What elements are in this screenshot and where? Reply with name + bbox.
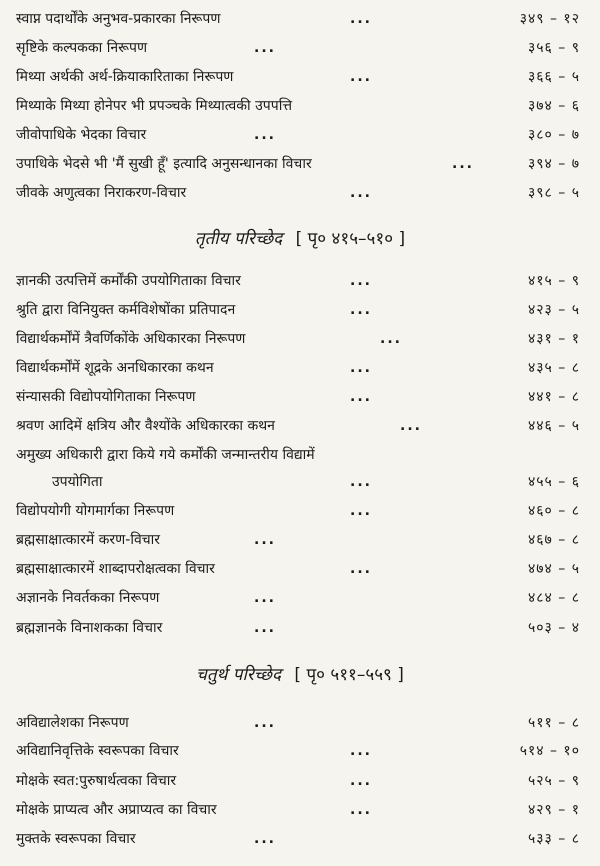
entry-leader: ... (254, 715, 276, 731)
entry-leader: ... (350, 302, 372, 318)
entry-title: मिथ्या अर्थकी अर्थ-क्रियाकारिताका निरूपण (16, 69, 234, 85)
toc-entry (0, 413, 600, 439)
entry-page: ३४९ – १२ (519, 11, 580, 27)
entry-title: विद्योपयोगी योगमार्गका निरूपण (16, 503, 175, 519)
entry-leader: ... (350, 802, 372, 818)
toc-entry (0, 268, 600, 294)
entry-title: ब्रह्मसाक्षात्कारमें शाब्दापरोक्षत्वका विचार (16, 561, 215, 577)
entry-leader: ... (254, 620, 276, 636)
entry-title: सृष्टिके कल्पकका निरूपण (16, 40, 148, 56)
toc-entry (0, 527, 600, 553)
entry-page: ३७४ – ६ (527, 98, 580, 114)
entry-page: ३५६ – ९ (527, 40, 580, 56)
entry-title: मोक्षके प्राप्यत्व और अप्राप्यत्व का विचार (16, 802, 217, 818)
entry-title: मुक्तके स्वरूपका विचार (16, 831, 136, 847)
entry-leader: ... (350, 11, 372, 27)
entry-title: विद्यार्थकर्मोंमें शूद्रके अनधिकारका कथन (16, 360, 214, 376)
entry-page: ४८४ – ८ (527, 590, 580, 606)
entry-page: ४३५ – ८ (527, 360, 580, 376)
entry-title: स्वाप्न पदार्थोंके अनुभव-प्रकारका निरूपण (16, 11, 221, 27)
entry-leader: ... (254, 40, 276, 56)
toc-entry (0, 297, 600, 323)
entry-leader: ... (350, 389, 372, 405)
entry-page: ४२३ – ५ (527, 302, 580, 318)
entry-page: ४६७ – ८ (527, 532, 580, 548)
section-title: तृतीय परिच्छेद (194, 229, 283, 249)
toc-entry (0, 64, 600, 90)
toc-entry (0, 35, 600, 61)
section-heading (0, 224, 600, 254)
entry-title: श्रवण आदिमें क्षत्रिय और वैश्योंके अधिकारका कथन (16, 418, 275, 434)
entry-title: ब्रह्मज्ञानके विनाशकका विचार (16, 620, 163, 636)
entry-leader: ... (350, 561, 372, 577)
entry-page: ४६० – ८ (527, 503, 580, 519)
entry-page: ३६६ – ५ (527, 69, 580, 85)
entry-page: ४४१ – ८ (527, 389, 580, 405)
entry-title: जीवके अणुत्वका निराकरण-विचार (16, 185, 187, 201)
toc-entry (0, 384, 600, 410)
entry-leader: ... (350, 360, 372, 376)
entry-title: जीवोपाधिके भेदका विचार (16, 127, 147, 143)
entry-title: मिथ्याके मिथ्या होनेपर भी प्रपञ्चके मिथ्यात्वकी उपपत्ति (16, 98, 292, 114)
entry-title: विद्यार्थकर्मोंमें त्रैवर्णिकोंके अधिकारका निरूपण (16, 331, 246, 347)
toc-entry (0, 738, 600, 764)
entry-title: अज्ञानके निवर्तकका निरूपण (16, 590, 160, 606)
entry-page: ५१४ – १० (519, 743, 580, 759)
entry-title: अविद्यालेशका निरूपण (16, 715, 129, 731)
entry-page: ४४६ – ५ (527, 418, 580, 434)
entry-title: अविद्यानिवृत्तिके स्वरूपका विचार (16, 743, 179, 759)
section-page-range: [ पृ० ४१५–५१० ] (295, 229, 406, 249)
entry-title: श्रुति द्वारा विनियुक्त कर्मविशेषोंका प्रतिपादन (16, 302, 236, 318)
entry-leader: ... (452, 156, 474, 172)
entry-title: मोक्षके स्वत:पुरुषार्थत्वका विचार (16, 773, 177, 789)
toc-entry (0, 498, 600, 524)
entry-title: ब्रह्मसाक्षात्कारमें करण-विचार (16, 532, 160, 548)
entry-leader: ... (350, 773, 372, 789)
section-heading (0, 660, 600, 690)
toc-entry (0, 151, 600, 177)
entry-leader: ... (254, 590, 276, 606)
entry-title: उपयोगिता (52, 474, 103, 490)
entry-page: ५३३ – ८ (527, 831, 580, 847)
entry-leader: ... (350, 503, 372, 519)
entry-leader: ... (350, 69, 372, 85)
entry-page: ३८० – ७ (527, 127, 580, 143)
entry-page: ४२९ – १ (527, 802, 580, 818)
entry-leader: ... (350, 743, 372, 759)
toc-entry (0, 585, 600, 611)
entry-page: ५२५ – ९ (527, 773, 580, 789)
toc-entry (0, 355, 600, 381)
section-title: चतुर्थ परिच्छेद (196, 665, 282, 685)
entry-page: ४३१ – १ (527, 331, 580, 347)
entry-title: उपाधिके भेदसे भी 'मैं सुखी हूँ' इत्यादि अनुसन्धानका विचार (16, 156, 312, 172)
toc-entry (0, 6, 600, 32)
entry-page: ३९४ – ७ (527, 156, 580, 172)
toc-entry (0, 615, 600, 641)
entry-page: ३९८ – ५ (527, 185, 580, 201)
entry-page: ४१५ – ९ (527, 273, 580, 289)
entry-leader: ... (400, 418, 422, 434)
toc-entry (0, 326, 600, 352)
entry-leader: ... (350, 273, 372, 289)
entry-leader: ... (350, 474, 372, 490)
toc-entry (0, 826, 600, 852)
entry-leader: ... (380, 331, 402, 347)
toc-entry (0, 180, 600, 206)
toc-entry (0, 93, 600, 119)
entry-leader: ... (254, 532, 276, 548)
entry-title: ज्ञानकी उत्पत्तिमें कर्मोंकी उपयोगिताका विचार (16, 273, 241, 289)
entry-title: संन्यासकी विद्योपयोगिताका निरूपण (16, 389, 196, 405)
entry-page: ५०३ – ४ (527, 620, 580, 636)
entry-leader: ... (254, 831, 276, 847)
toc-entry (0, 122, 600, 148)
entry-leader: ... (254, 127, 276, 143)
entry-leader: ... (350, 185, 372, 201)
toc-entry (0, 797, 600, 823)
toc-entry (0, 710, 600, 736)
entry-title: अमुख्य अधिकारी द्वारा किये गये कर्मोंकी जन्मान्तरीय विद्यामें (16, 447, 315, 463)
toc-entry (0, 469, 600, 495)
toc-entry (0, 768, 600, 794)
toc-entry (0, 556, 600, 582)
entry-page: ४७४ – ५ (527, 561, 580, 577)
section-page-range: [ पृ० ५११–५५९ ] (294, 665, 404, 685)
toc-entry (0, 442, 600, 468)
entry-page: ४५५ – ६ (527, 474, 580, 490)
entry-page: ५११ – ८ (527, 715, 580, 731)
